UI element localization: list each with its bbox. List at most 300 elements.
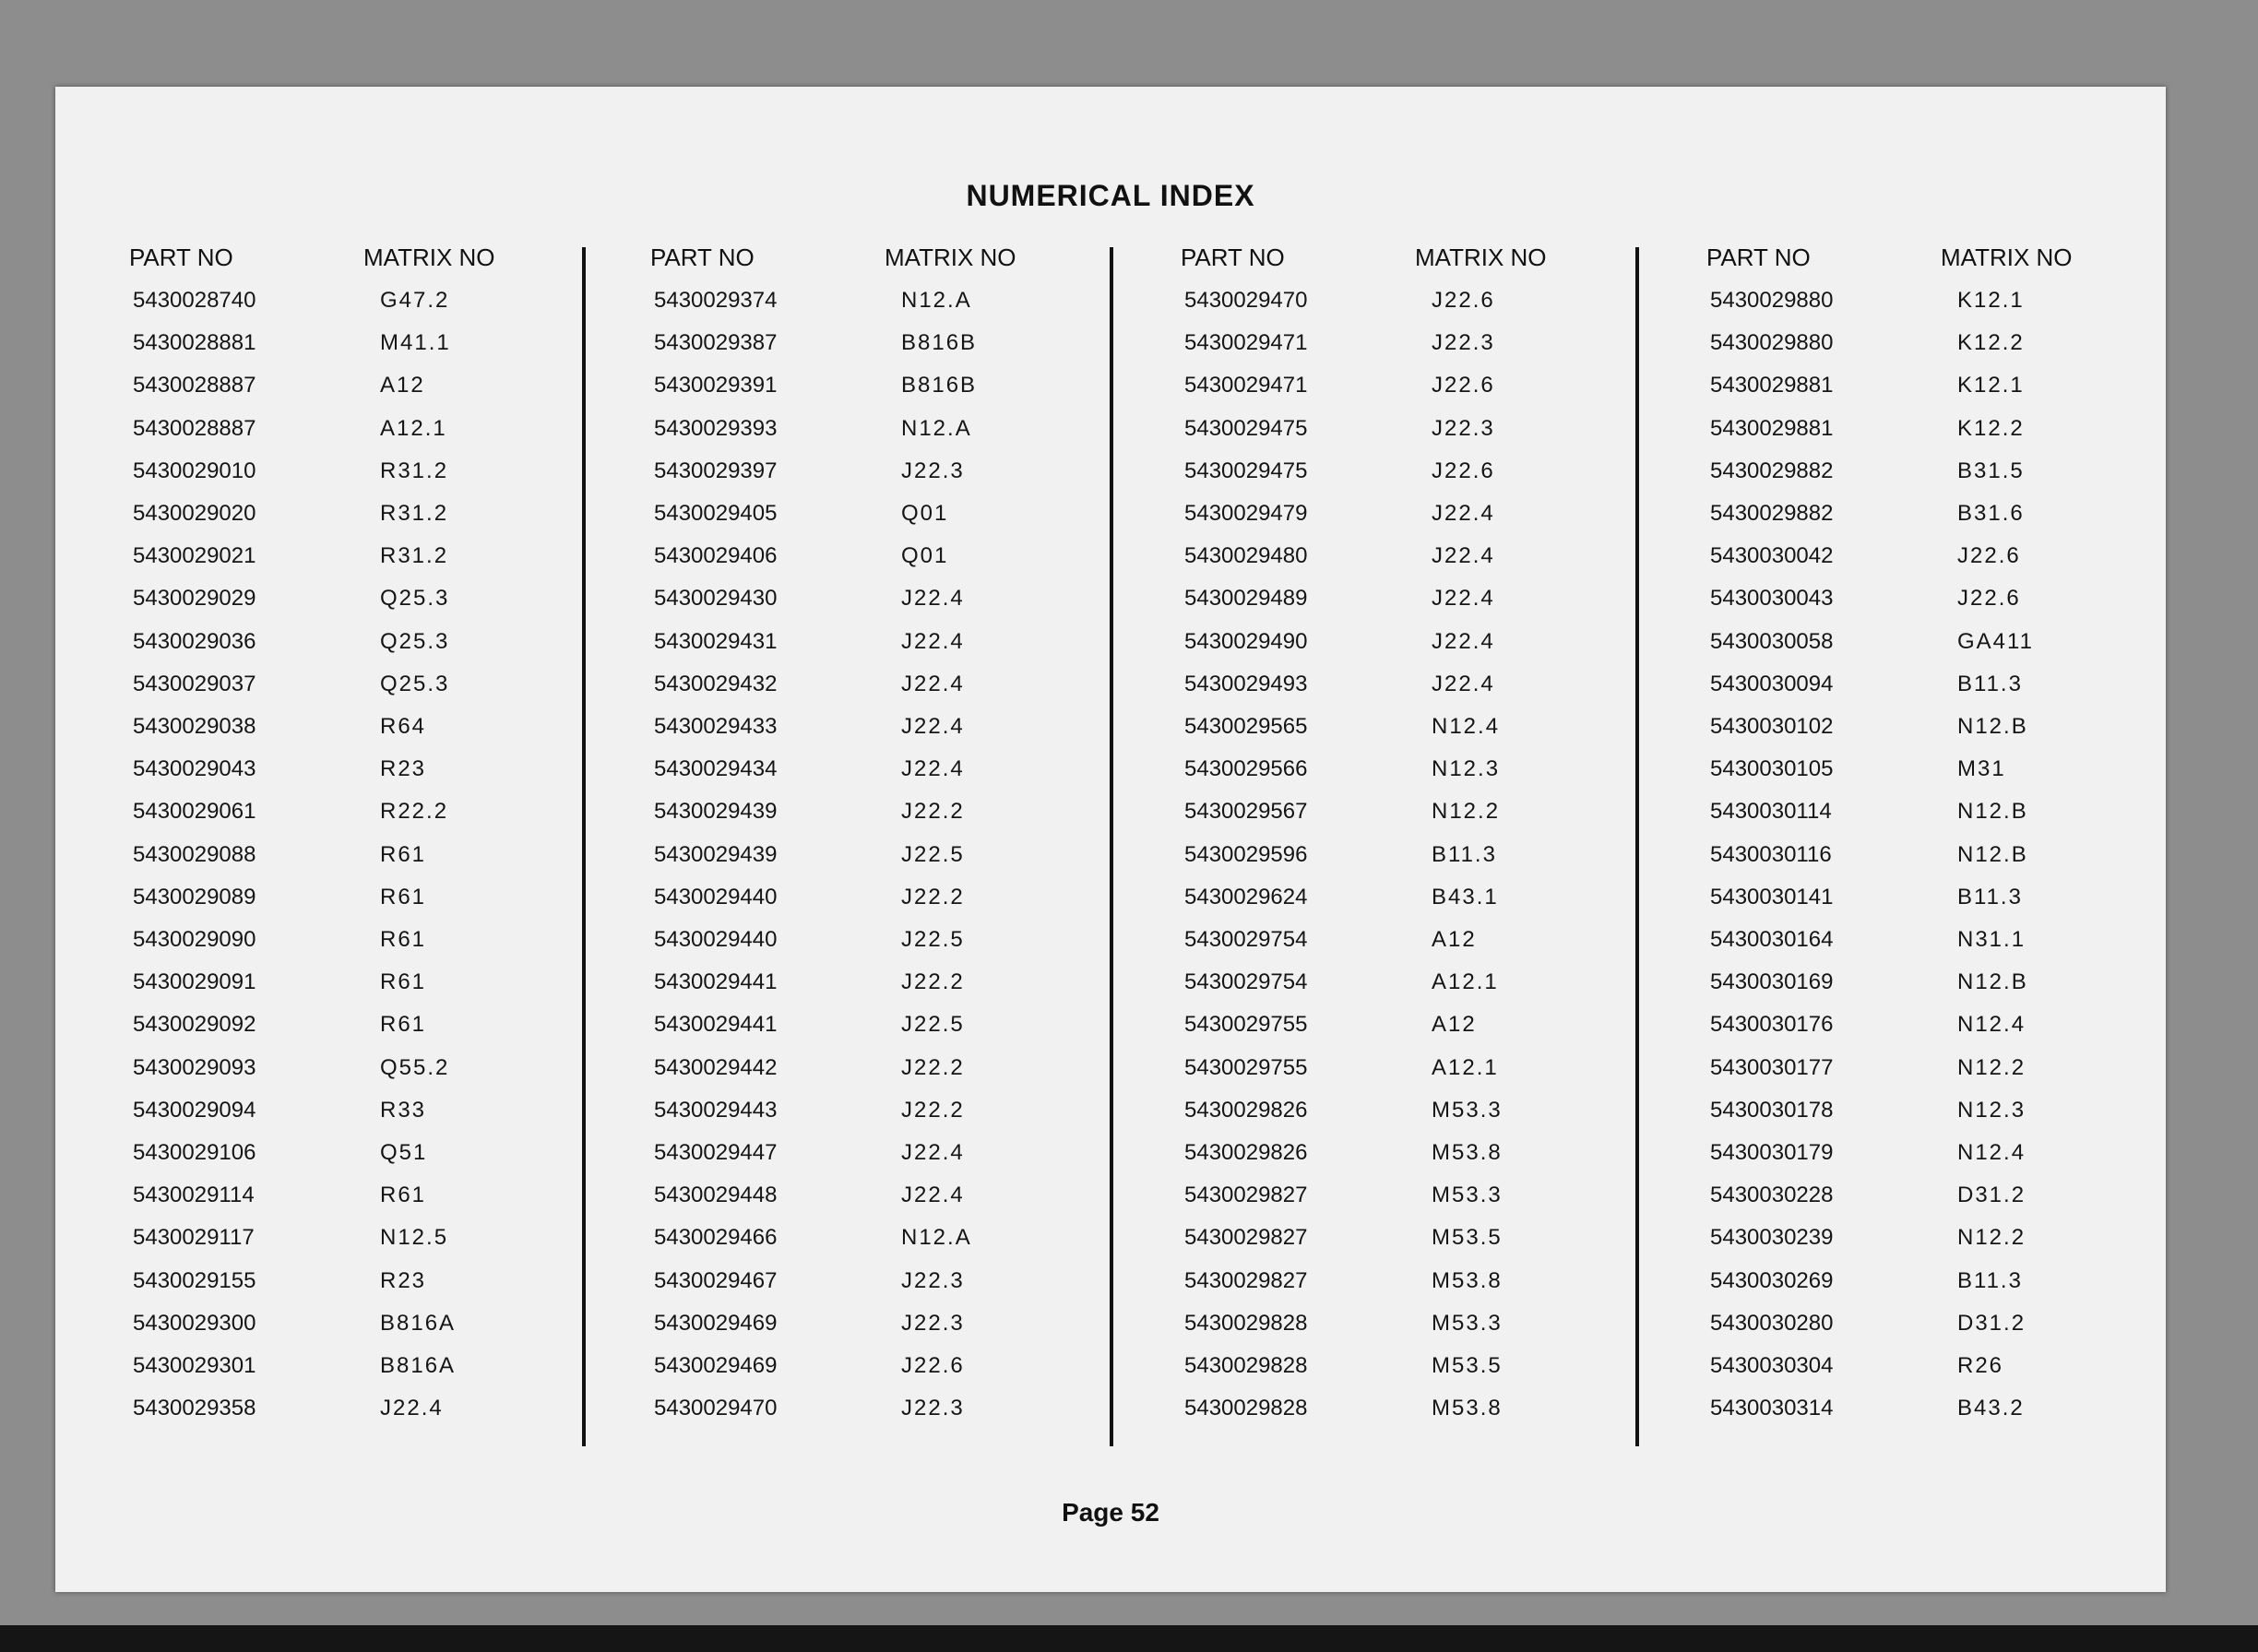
part-number: 5430029475 [1184, 458, 1308, 483]
matrix-number: J22.6 [1432, 373, 1495, 398]
part-number: 5430029826 [1184, 1140, 1308, 1165]
part-number: 5430030116 [1710, 841, 1832, 867]
matrix-number: K12.1 [1957, 288, 2025, 313]
part-number: 5430029479 [1184, 501, 1308, 526]
matrix-number: M41.1 [380, 330, 451, 356]
part-number: 5430029406 [654, 543, 778, 569]
part-number: 5430029037 [133, 671, 256, 696]
part-number: 5430030102 [1710, 714, 1834, 739]
scan-edge [0, 1625, 2258, 1652]
part-number: 5430029090 [133, 927, 256, 952]
table-row [1181, 671, 1568, 714]
matrix-number: J22.5 [901, 841, 965, 867]
matrix-number: J22.4 [901, 628, 965, 654]
table-row [1706, 373, 2094, 415]
matrix-number: GA411 [1957, 628, 2034, 654]
table-row [1706, 288, 2094, 330]
part-number: 5430030269 [1710, 1267, 1834, 1293]
table-row [1706, 885, 2094, 927]
part-number: 5430029430 [654, 586, 778, 612]
matrix-number: N12.4 [1432, 714, 1501, 739]
part-number: 5430029094 [133, 1097, 256, 1123]
matrix-number: M53.8 [1432, 1396, 1503, 1421]
part-number: 5430029155 [133, 1267, 256, 1293]
matrix-number: M31 [1957, 756, 2006, 782]
table-row [129, 1183, 517, 1225]
part-number: 5430029880 [1710, 288, 1834, 313]
matrix-number: J22.3 [901, 1396, 965, 1421]
matrix-no-header: MATRIX NO [885, 244, 1016, 271]
part-number: 5430029091 [133, 969, 256, 995]
table-row [129, 885, 517, 927]
part-number: 5430029828 [1184, 1353, 1308, 1378]
part-number: 5430029828 [1184, 1310, 1308, 1336]
table-row [1706, 1140, 2094, 1183]
table-row [650, 671, 1038, 714]
column-divider [582, 247, 586, 1446]
table-row [650, 288, 1038, 330]
part-number: 5430029300 [133, 1310, 256, 1336]
table-row [1181, 543, 1568, 586]
part-number: 5430030304 [1710, 1353, 1834, 1378]
matrix-number: N12.B [1957, 841, 2028, 867]
matrix-number: A12 [1432, 1012, 1477, 1038]
matrix-number: J22.6 [1957, 586, 2021, 612]
matrix-number: K12.2 [1957, 330, 2025, 356]
part-number: 5430029117 [133, 1225, 255, 1251]
matrix-number: R61 [380, 884, 427, 909]
part-number: 5430029596 [1184, 841, 1308, 867]
part-number: 5430030042 [1710, 543, 1834, 569]
matrix-number: A12 [380, 373, 425, 398]
matrix-number: J22.4 [901, 1183, 965, 1208]
matrix-number: A12.1 [1432, 1054, 1499, 1080]
table-row [129, 416, 517, 458]
matrix-number: J22.4 [1432, 628, 1495, 654]
table-row [129, 1055, 517, 1098]
index-column-3 [1181, 244, 1568, 1421]
part-number: 5430029565 [1184, 714, 1308, 739]
table-row [1706, 1183, 2094, 1225]
part-no-header: PART NO [650, 244, 755, 271]
index-column-4 [1706, 244, 2094, 1421]
table-row [650, 543, 1038, 586]
index-page [55, 87, 2166, 1592]
part-number: 5430029440 [654, 927, 778, 952]
part-number: 5430029021 [133, 543, 256, 569]
part-number: 5430029470 [1184, 288, 1308, 313]
matrix-number: N12.A [901, 415, 972, 441]
matrix-number: J22.4 [1432, 671, 1495, 696]
table-row [129, 1353, 517, 1396]
table-row [1706, 629, 2094, 671]
matrix-number: J22.3 [901, 458, 965, 483]
part-number: 5430028887 [133, 415, 256, 441]
table-row [129, 373, 517, 415]
matrix-number: J22.4 [901, 1140, 965, 1165]
matrix-number: B11.3 [1957, 884, 2023, 909]
matrix-number: R31.2 [380, 458, 449, 483]
part-number: 5430029826 [1184, 1097, 1308, 1123]
table-row [650, 885, 1038, 927]
part-no-header: PART NO [1181, 244, 1285, 271]
table-row [1181, 1140, 1568, 1183]
matrix-number: B43.1 [1432, 884, 1499, 909]
table-row [129, 671, 517, 714]
part-number: 5430029827 [1184, 1183, 1308, 1208]
table-row [1181, 927, 1568, 969]
matrix-number: A12.1 [380, 415, 447, 441]
matrix-number: J22.2 [901, 799, 965, 825]
matrix-number: Q01 [901, 543, 949, 569]
matrix-number: J22.3 [901, 1267, 965, 1293]
part-number: 5430029880 [1710, 330, 1834, 356]
table-row [1706, 1353, 2094, 1396]
part-number: 5430029432 [654, 671, 778, 696]
part-number: 5430029114 [133, 1183, 255, 1208]
part-number: 5430029882 [1710, 458, 1834, 483]
table-row [650, 501, 1038, 543]
matrix-number: J22.4 [901, 714, 965, 739]
table-row [1706, 1396, 2094, 1438]
part-number: 5430030179 [1710, 1140, 1834, 1165]
table-row [129, 501, 517, 543]
table-row [1181, 330, 1568, 373]
part-number: 5430029469 [654, 1310, 778, 1336]
matrix-number: R23 [380, 1267, 427, 1293]
part-number: 5430030114 [1710, 799, 1832, 825]
matrix-number: B11.3 [1432, 841, 1497, 867]
table-row [1706, 799, 2094, 841]
table-row [1181, 458, 1568, 501]
table-row [129, 842, 517, 885]
part-number: 5430029038 [133, 714, 256, 739]
matrix-number: N12.3 [1432, 756, 1501, 782]
matrix-number: J22.5 [901, 1012, 965, 1038]
table-row [129, 1140, 517, 1183]
part-number: 5430030178 [1710, 1097, 1834, 1123]
part-number: 5430029301 [133, 1353, 256, 1378]
part-number: 5430029755 [1184, 1012, 1308, 1038]
matrix-number: R31.2 [380, 501, 449, 526]
part-no-header: PART NO [1706, 244, 1811, 271]
table-row [1181, 1311, 1568, 1353]
part-number: 5430029447 [654, 1140, 778, 1165]
table-row [129, 1311, 517, 1353]
table-row [1706, 1055, 2094, 1098]
matrix-number: J22.4 [901, 756, 965, 782]
matrix-number: R61 [380, 927, 427, 952]
table-row [129, 969, 517, 1012]
table-row [650, 1098, 1038, 1140]
part-number: 5430029397 [654, 458, 778, 483]
part-number: 5430029567 [1184, 799, 1308, 825]
table-row [1181, 586, 1568, 628]
table-row [1181, 629, 1568, 671]
part-number: 5430029441 [654, 1012, 778, 1038]
matrix-number: N12.4 [1957, 1012, 2026, 1038]
part-number: 5430030314 [1710, 1396, 1834, 1421]
part-number: 5430029106 [133, 1140, 256, 1165]
table-row [650, 1225, 1038, 1267]
matrix-number: N12.B [1957, 714, 2028, 739]
matrix-number: N12.4 [1957, 1140, 2026, 1165]
part-number: 5430029566 [1184, 756, 1308, 782]
matrix-number: J22.2 [901, 969, 965, 995]
matrix-number: M53.3 [1432, 1183, 1503, 1208]
table-row [1706, 1268, 2094, 1311]
matrix-number: R23 [380, 756, 427, 782]
table-row [650, 927, 1038, 969]
part-number: 5430030141 [1710, 884, 1834, 909]
table-row [1181, 1098, 1568, 1140]
table-row [650, 1055, 1038, 1098]
matrix-number: N12.5 [380, 1225, 449, 1251]
table-row [129, 1098, 517, 1140]
matrix-number: R33 [380, 1097, 427, 1123]
part-number: 5430029755 [1184, 1054, 1308, 1080]
part-number: 5430029827 [1184, 1225, 1308, 1251]
matrix-number: J22.2 [901, 884, 965, 909]
part-number: 5430029466 [654, 1225, 778, 1251]
matrix-no-header: MATRIX NO [1415, 244, 1547, 271]
table-row [650, 756, 1038, 799]
part-number: 5430029010 [133, 458, 256, 483]
table-row [1706, 1311, 2094, 1353]
part-number: 5430030228 [1710, 1183, 1834, 1208]
matrix-number: J22.4 [1432, 501, 1495, 526]
matrix-number: N12.B [1957, 799, 2028, 825]
part-number: 5430029089 [133, 884, 256, 909]
matrix-number: B816A [380, 1310, 457, 1336]
part-no-header: PART NO [129, 244, 233, 271]
table-row [650, 714, 1038, 756]
table-row [1181, 1353, 1568, 1396]
matrix-number: J22.2 [901, 1054, 965, 1080]
table-row [1706, 1225, 2094, 1267]
part-number: 5430029405 [654, 501, 778, 526]
matrix-number: N31.1 [1957, 927, 2026, 952]
part-number: 5430029393 [654, 415, 778, 441]
part-number: 5430029480 [1184, 543, 1308, 569]
table-row [650, 1396, 1038, 1438]
matrix-number: N12.2 [1957, 1225, 2026, 1251]
matrix-number: N12.A [901, 288, 972, 313]
part-number: 5430029443 [654, 1097, 778, 1123]
matrix-number: R26 [1957, 1353, 2004, 1378]
matrix-number: G47.2 [380, 288, 450, 313]
table-row [1181, 756, 1568, 799]
table-row [650, 330, 1038, 373]
matrix-number: B816A [380, 1353, 457, 1378]
table-row [1181, 1225, 1568, 1267]
table-row [129, 1012, 517, 1054]
table-row [129, 543, 517, 586]
table-row [129, 458, 517, 501]
table-row [650, 416, 1038, 458]
part-number: 5430029493 [1184, 671, 1308, 696]
part-number: 5430029442 [654, 1054, 778, 1080]
table-row [129, 586, 517, 628]
part-number: 5430030177 [1710, 1054, 1834, 1080]
matrix-number: J22.3 [1432, 415, 1495, 441]
part-number: 5430029431 [654, 628, 778, 654]
part-number: 5430029441 [654, 969, 778, 995]
part-number: 5430029471 [1184, 330, 1308, 356]
table-row [1706, 842, 2094, 885]
table-row [650, 1353, 1038, 1396]
part-number: 5430029433 [654, 714, 778, 739]
matrix-number: J22.5 [901, 927, 965, 952]
matrix-number: Q01 [901, 501, 949, 526]
part-number: 5430029475 [1184, 415, 1308, 441]
table-row [129, 756, 517, 799]
matrix-number: Q25.3 [380, 671, 450, 696]
matrix-number: B43.2 [1957, 1396, 2025, 1421]
matrix-number: B11.3 [1957, 1267, 2023, 1293]
part-number: 5430029754 [1184, 969, 1308, 995]
matrix-number: D31.2 [1957, 1183, 2026, 1208]
part-number: 5430029029 [133, 586, 256, 612]
matrix-number: N12.B [1957, 969, 2028, 995]
part-number: 5430029471 [1184, 373, 1308, 398]
matrix-number: B816B [901, 373, 978, 398]
part-number: 5430029440 [654, 884, 778, 909]
matrix-number: K12.1 [1957, 373, 2025, 398]
page-number: Page 52 [1062, 1498, 1159, 1527]
table-row [650, 1183, 1038, 1225]
matrix-no-header: MATRIX NO [363, 244, 495, 271]
table-row [650, 373, 1038, 415]
matrix-number: B31.5 [1957, 458, 2025, 483]
part-number: 5430029470 [654, 1396, 778, 1421]
matrix-number: J22.3 [1432, 330, 1495, 356]
matrix-number: J22.4 [1432, 586, 1495, 612]
matrix-number: J22.6 [1432, 458, 1495, 483]
matrix-number: N12.2 [1432, 799, 1501, 825]
part-number: 5430029036 [133, 628, 256, 654]
part-number: 5430029881 [1710, 415, 1834, 441]
table-row [1706, 543, 2094, 586]
part-number: 5430030239 [1710, 1225, 1834, 1251]
table-row [129, 1396, 517, 1438]
table-row [1706, 714, 2094, 756]
matrix-number: B11.3 [1957, 671, 2023, 696]
table-row [650, 842, 1038, 885]
table-row [650, 586, 1038, 628]
table-row [1181, 1012, 1568, 1054]
table-row [129, 330, 517, 373]
part-number: 5430029882 [1710, 501, 1834, 526]
table-row [1181, 288, 1568, 330]
table-row [129, 629, 517, 671]
matrix-number: Q25.3 [380, 586, 450, 612]
table-row [1706, 501, 2094, 543]
matrix-number: R61 [380, 841, 427, 867]
part-number: 5430029358 [133, 1396, 256, 1421]
index-column-2 [650, 244, 1038, 1421]
table-row [1181, 885, 1568, 927]
part-number: 5430029624 [1184, 884, 1308, 909]
part-number: 5430029043 [133, 756, 256, 782]
matrix-number: D31.2 [1957, 1310, 2026, 1336]
matrix-number: J22.4 [901, 671, 965, 696]
part-number: 5430029088 [133, 841, 256, 867]
matrix-number: Q55.2 [380, 1054, 450, 1080]
matrix-number: J22.6 [1957, 543, 2021, 569]
table-row [1706, 416, 2094, 458]
matrix-number: R31.2 [380, 543, 449, 569]
table-row [129, 714, 517, 756]
part-number: 5430029827 [1184, 1267, 1308, 1293]
matrix-number: B816B [901, 330, 978, 356]
matrix-number: J22.6 [1432, 288, 1495, 313]
table-row [1181, 501, 1568, 543]
table-row [129, 1225, 517, 1267]
part-number: 5430029467 [654, 1267, 778, 1293]
matrix-number: R61 [380, 1012, 427, 1038]
matrix-number: A12 [1432, 927, 1477, 952]
matrix-number: A12.1 [1432, 969, 1499, 995]
part-number: 5430029092 [133, 1012, 256, 1038]
matrix-number: M53.5 [1432, 1353, 1503, 1378]
part-number: 5430029439 [654, 841, 778, 867]
table-row [1181, 1268, 1568, 1311]
table-row [129, 799, 517, 841]
table-row [1181, 1055, 1568, 1098]
matrix-number: M53.8 [1432, 1140, 1503, 1165]
matrix-number: R61 [380, 1183, 427, 1208]
part-number: 5430028887 [133, 373, 256, 398]
table-row [650, 1268, 1038, 1311]
part-number: 5430030043 [1710, 586, 1834, 612]
table-row [650, 969, 1038, 1012]
part-number: 5430029489 [1184, 586, 1308, 612]
table-row [1706, 586, 2094, 628]
matrix-number: J22.4 [1432, 543, 1495, 569]
matrix-number: J22.3 [901, 1310, 965, 1336]
table-row [1181, 799, 1568, 841]
matrix-number: N12.A [901, 1225, 972, 1251]
part-number: 5430029469 [654, 1353, 778, 1378]
index-column-1 [129, 244, 517, 1421]
table-row [650, 1012, 1038, 1054]
table-row [1181, 1396, 1568, 1438]
matrix-number: K12.2 [1957, 415, 2025, 441]
part-number: 5430029754 [1184, 927, 1308, 952]
part-number: 5430029093 [133, 1054, 256, 1080]
matrix-no-header: MATRIX NO [1941, 244, 2073, 271]
matrix-number: R22.2 [380, 799, 449, 825]
part-number: 5430029490 [1184, 628, 1308, 654]
table-row [129, 927, 517, 969]
table-row [1706, 458, 2094, 501]
part-number: 5430029828 [1184, 1396, 1308, 1421]
column-divider [1110, 247, 1113, 1446]
matrix-number: R61 [380, 969, 427, 995]
table-row [1706, 671, 2094, 714]
table-row [1706, 1098, 2094, 1140]
table-row [650, 1140, 1038, 1183]
part-number: 5430028881 [133, 330, 256, 356]
part-number: 5430030105 [1710, 756, 1834, 782]
matrix-number: N12.2 [1957, 1054, 2026, 1080]
part-number: 5430030169 [1710, 969, 1834, 995]
page-title: NUMERICAL INDEX [966, 179, 1255, 212]
matrix-number: M53.3 [1432, 1097, 1503, 1123]
part-number: 5430029439 [654, 799, 778, 825]
table-row [129, 1268, 517, 1311]
